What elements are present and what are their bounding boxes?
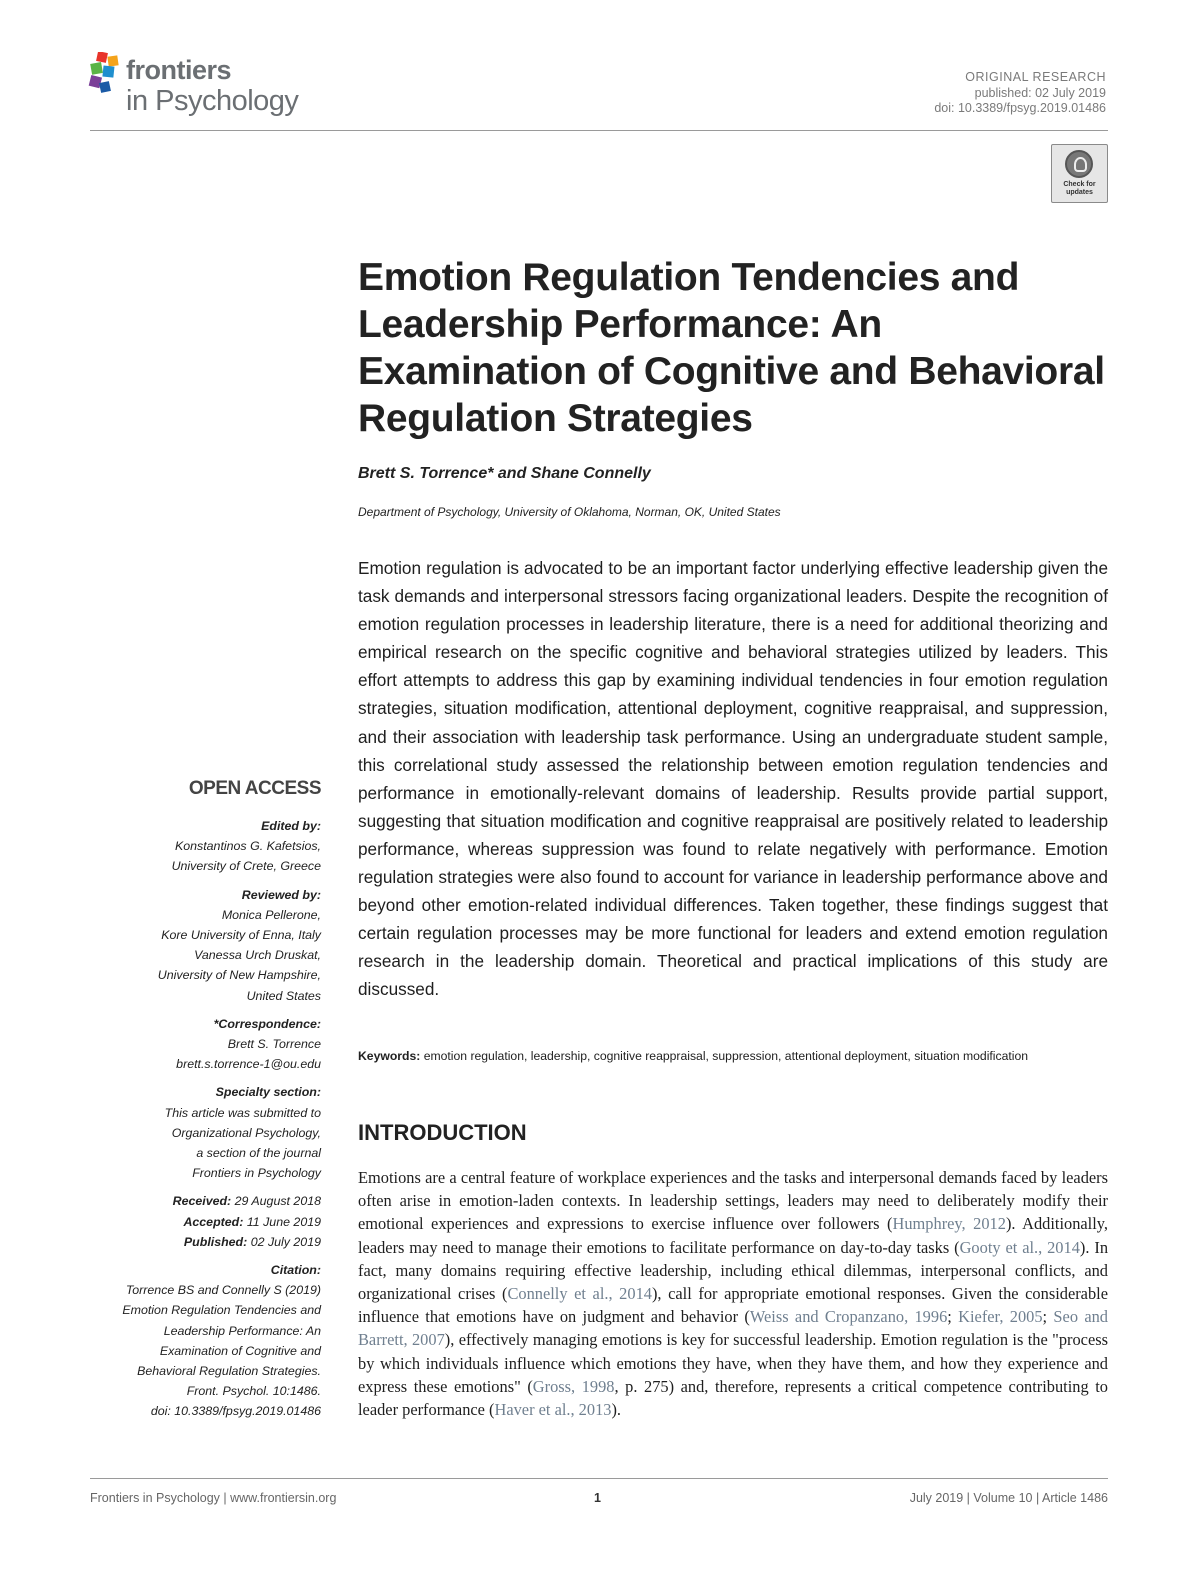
accepted-date: Accepted: 11 June 2019	[183, 1214, 321, 1229]
citation-link[interactable]: Connelly et al., 2014	[507, 1284, 652, 1304]
specialty-label: Specialty section:	[215, 1085, 321, 1100]
specialty-line: a section of the journal	[196, 1146, 321, 1161]
frontiers-logo-icon	[88, 52, 124, 98]
page-number: 1	[594, 1491, 601, 1505]
citation-section	[90, 1260, 321, 1422]
introduction-paragraph: Emotions are a central feature of workplace experiences and the tasks and interpersonal demands faced by leaders often arise in emotion-laden contexts. In leadership settings, leaders may need to deliberately modify their emotional experiences and expressions to exercise influence over followers (Humphrey, 2012). Additionally, leaders may need to manage their emotions to facilitate performance on day-to-day tasks (Gooty et al., 2014). In fact, many domains requiring effective leadership, including ethical dilemmas, interpersonal conflicts, and organizational crises (Connelly et al., 2014), call for appropriate emotional responses. Given the considerable influence that emotions have on judgment and behavior (Weiss and Cropanzano, 1996; Kiefer, 2005; Seo and Barrett, 2007), effectively managing emotions is key for successful leadership. Emotion regulation is the "process by which individuals influence which emotions they have, when they have them, and how they experience and express these emotions" (Gross, 1998, p. 275) and, therefore, represents a critical competence contributing to leader performance (Haver et al., 2013).	[358, 1168, 1109, 1420]
check-for-updates-button[interactable]	[1051, 144, 1108, 203]
check-updates-icon	[1065, 150, 1093, 178]
reviewer-line: Monica Pellerone,	[221, 907, 321, 922]
citation-link[interactable]: Gross, 1998	[532, 1376, 615, 1396]
received-date: Received: 29 August 2018	[172, 1194, 321, 1209]
citation-link[interactable]: Gooty et al., 2014	[959, 1237, 1080, 1257]
reviewer-line: United States	[246, 988, 321, 1003]
edited-by-label: Edited by:	[261, 819, 321, 833]
keywords-list: emotion regulation, leadership, cognitive reappraisal, suppression, attentional deployment, situation modification	[423, 1049, 1029, 1063]
correspondence-label: *Correspondence:	[213, 1016, 321, 1031]
article-meta	[934, 70, 1106, 117]
citation-line: Emotion Regulation Tendencies and	[122, 1303, 321, 1318]
published-date-sidebar: Published: 02 July 2019	[183, 1234, 321, 1249]
check-updates-label: Check for updates	[1063, 181, 1096, 196]
article-authors: Brett S. Torrence* and Shane Connelly	[358, 465, 651, 482]
article-title: Emotion Regulation Tendencies and Leadership Performance: An Examination of Cognitive and Behavioral Regulation Strategies	[358, 256, 1105, 440]
citation-link[interactable]: Kiefer, 2005	[958, 1307, 1043, 1327]
abstract: Emotion regulation is advocated to be an important factor underlying effective leadership given the task demands and interpersonal stressors facing organizational leaders. Despite the recognition of emotion regulation processes in leadership literature, there is a need for additional theorizing and empirical research on the specific cognitive and behavioral strategies utilized by leaders. This effort attempts to address this gap by examining individual tendencies in four emotion regulation strategies, situation modification, attentional deployment, cognitive reappraisal, and suppression, and their association with leadership task performance. Using an undergraduate student sample, this correlational study assessed the relationship between emotion regulation tendencies and performance in emotionally-relevant domains of leadership. Results provide partial support, suggesting that situation modification and cognitive reappraisal are positively related to leadership performance, whereas suppression was found to relate negatively with performance. Emotion regulation strategies were also found to account for variance in leadership performance above and beyond other emotion-related individual differences. Taken together, these findings suggest that certain regulation processes may be more functional for leaders and extend emotion regulation research in the leadership domain. Theoretical and practical implications of this study are discussed.	[358, 558, 1108, 1000]
editor-name: Konstantinos G. Kafetsios,	[174, 839, 321, 854]
citation-link[interactable]: Humphrey, 2012	[892, 1214, 1006, 1234]
editor-affiliation: University of Crete, Greece	[171, 859, 321, 874]
logo-brand-text: frontiers	[126, 55, 232, 85]
specialty-line: This article was submitted to	[164, 1105, 321, 1120]
reviewer-line: Vanessa Urch Druskat,	[194, 948, 321, 963]
header-divider	[90, 130, 1108, 131]
keywords	[358, 1046, 1108, 1066]
reviewed-by-section	[90, 885, 321, 1006]
citation-line: Front. Psychol. 10:1486.	[186, 1384, 321, 1399]
reviewer-line: University of New Hampshire,	[157, 968, 321, 983]
citation-doi[interactable]: doi: 10.3389/fpsyg.2019.01486	[150, 1404, 321, 1419]
published-date: published: 02 July 2019	[974, 85, 1106, 100]
citation-line: Examination of Cognitive and	[159, 1343, 321, 1358]
specialty-line: Frontiers in Psychology	[192, 1166, 321, 1181]
citation-link[interactable]: Weiss and Cropanzano, 1996	[749, 1307, 948, 1327]
article-info-sidebar	[90, 776, 321, 1430]
journal-logo[interactable]	[88, 52, 318, 122]
keywords-label: Keywords:	[358, 1049, 421, 1063]
logo-journal-text: in Psychology	[126, 85, 299, 117]
doi-link[interactable]: doi: 10.3389/fpsyg.2019.01486	[934, 101, 1106, 115]
author-affiliation: Department of Psychology, University of Oklahoma, Norman, OK, United States	[358, 505, 781, 519]
citation-label: Citation:	[270, 1263, 321, 1278]
dates-section	[90, 1191, 321, 1252]
citation-line: Torrence BS and Connelly S (2019)	[125, 1283, 321, 1298]
specialty-line: Organizational Psychology,	[171, 1125, 321, 1140]
citation-link[interactable]: Seo and Barrett, 2007	[358, 1307, 1108, 1350]
correspondence-name: Brett S. Torrence	[227, 1037, 321, 1052]
specialty-section	[90, 1082, 321, 1183]
footer-divider	[90, 1478, 1108, 1479]
citation-line: Behavioral Regulation Strategies.	[137, 1364, 321, 1379]
correspondence-section	[90, 1014, 321, 1075]
reviewed-by-label: Reviewed by:	[241, 887, 321, 902]
reviewer-line: Kore University of Enna, Italy	[161, 928, 321, 943]
edited-by-section	[90, 816, 321, 877]
footer-journal-link[interactable]: Frontiers in Psychology | www.frontiersin.org	[90, 1491, 337, 1505]
section-heading-introduction: INTRODUCTION	[358, 1120, 527, 1145]
open-access-label: OPEN ACCESS	[188, 778, 321, 799]
citation-link[interactable]: Haver et al., 2013	[494, 1400, 612, 1420]
correspondence-email[interactable]: brett.s.torrence-1@ou.edu	[176, 1057, 321, 1072]
article-type: ORIGINAL RESEARCH	[965, 70, 1106, 84]
citation-line: Leadership Performance: An	[163, 1323, 321, 1338]
footer-issue-info: July 2019 | Volume 10 | Article 1486	[909, 1491, 1108, 1505]
